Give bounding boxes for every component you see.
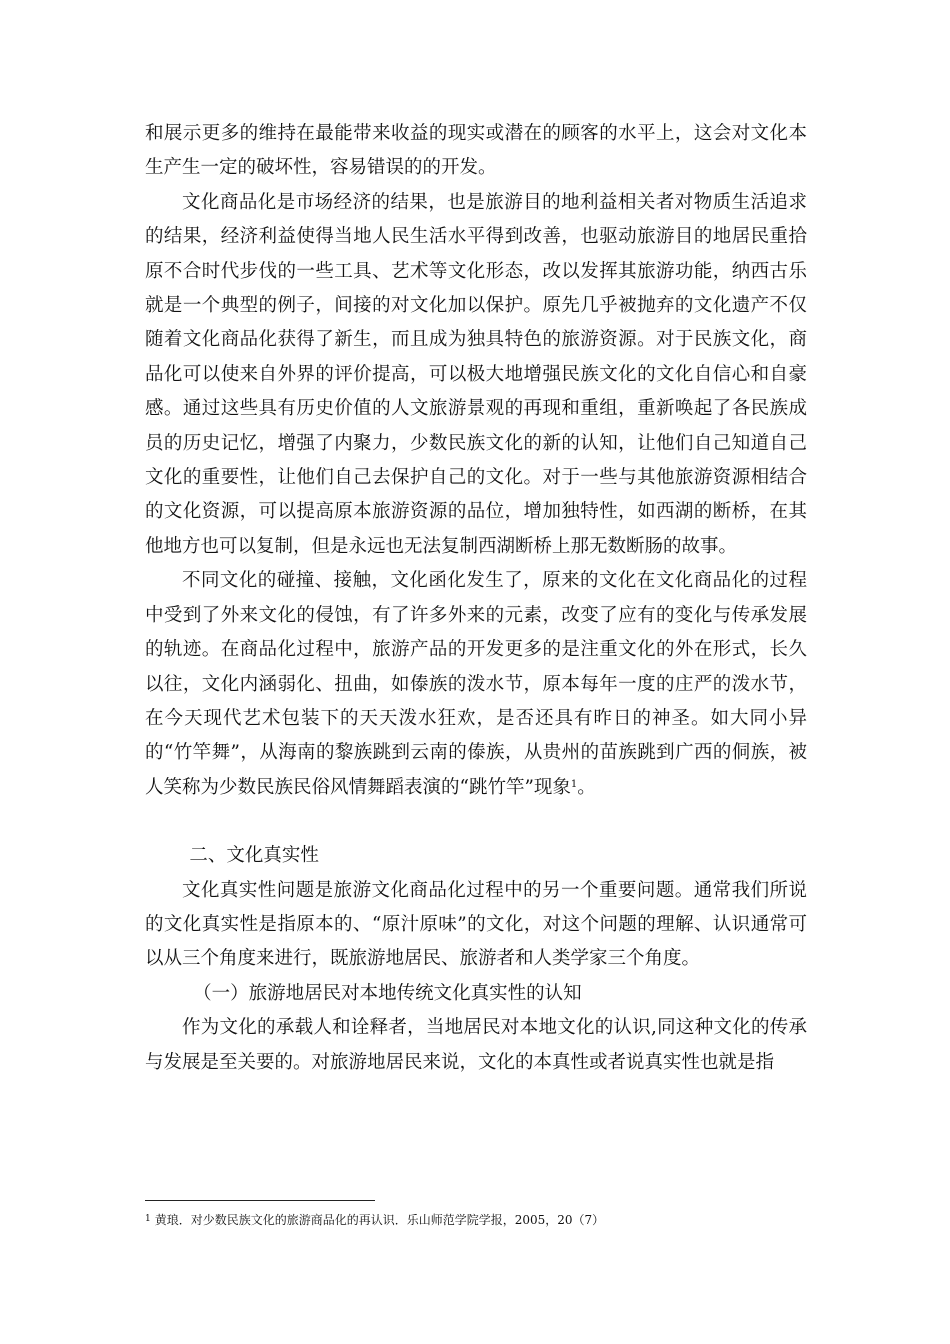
paragraph-residents: 作为文化的承载人和诠释者，当地居民对本地文化的认识,同这种文化的传承与发展是至关要的。对旅游地居民来说，文化的本真性或者说真实性也就是指	[145, 1017, 807, 1073]
footnote-text: 黄琅．对少数民族文化的旅游商品化的再认识．乐山师范学院学报，2005，20（7）	[154, 1213, 605, 1227]
footnote-divider	[145, 1200, 375, 1201]
paragraph-cultural-erosion	[145, 564, 807, 805]
paragraph-cultural-erosion-text: 不同文化的碰撞、接触，文化函化发生了，原来的文化在文化商品化的过程中受到了外来文化的侵蚀，有了许多外来的元素，改变了应有的变化与传承发展的轨迹。在商品化过程中，旅游产品的开发更多的是注重文化的外在形式，长久以往，文化内涵弱化、扭曲，如傣族的泼水节，原本每年一度的庄严的泼水节，在今天现代艺术包装下的天天泼水狂欢，是否还具有昨日的神圣。如大同小异的“竹竿舞”，从海南的黎族跳到云南的傣族，从贵州的苗族跳到广西的侗族，被人笑称为少数民族民俗风情舞蹈表演的“跳竹竿”现象	[145, 570, 807, 798]
sub-heading: （一）旅游地居民对本地传统文化真实性的认知	[193, 982, 582, 1004]
paragraph-authenticity-intro: 文化真实性问题是旅游文化商品化过程中的另一个重要问题。通常我们所说的文化真实性是指原本的、“原汁原味”的文化，对这个问题的理解、认识通常可以从三个角度来进行，既旅游地居民、旅游者和人类学家三个角度。	[145, 879, 807, 970]
paragraph-continued: 和展示更多的维持在最能带来收益的现实或潜在的顾客的水平上，这会对文化本生产生一定的破坏性，容易错误的的开发。	[145, 123, 807, 179]
footnote-reference[interactable]: 1	[570, 778, 578, 790]
paragraph-commodification-benefits: 文化商品化是市场经济的结果，也是旅游目的地利益相关者对物质生活追求的结果，经济利益使得当地人民生活水平得到改善，也驱动旅游目的地居民重拾原不合时代步伐的一些工具、艺术等文化形态，改以发挥其旅游功能，纳西古乐就是一个典型的例子，间接的对文化加以保护。原先几乎被抛弃的文化遗产不仅随着文化商品化获得了新生，而且成为独具特色的旅游资源。对于民族文化，商品化可以使来自外界的评价提高，可以极大地增强民族文化的文化自信心和自豪感。通过这些具有历史价值的人文旅游景观的再现和重组，重新唤起了各民族成员的历史记忆，增强了内聚力，少数民族文化的新的认知，让他们自己知道自己文化的重要性，让他们自己去保护自己的文化。对于一些与其他旅游资源相结合的文化资源，可以提高原本旅游资源的品位，增加独特性，如西湖的断桥，在其他地方也可以复制，但是永远也无法复制西湖断桥上那无数断肠的故事。	[145, 191, 807, 557]
body-text	[145, 117, 807, 1080]
section-heading: 二、文化真实性	[189, 845, 319, 867]
footnote-mark: 1	[145, 1214, 151, 1224]
footnote	[145, 1210, 807, 1229]
paragraph-cultural-erosion-end: 。	[577, 776, 596, 798]
